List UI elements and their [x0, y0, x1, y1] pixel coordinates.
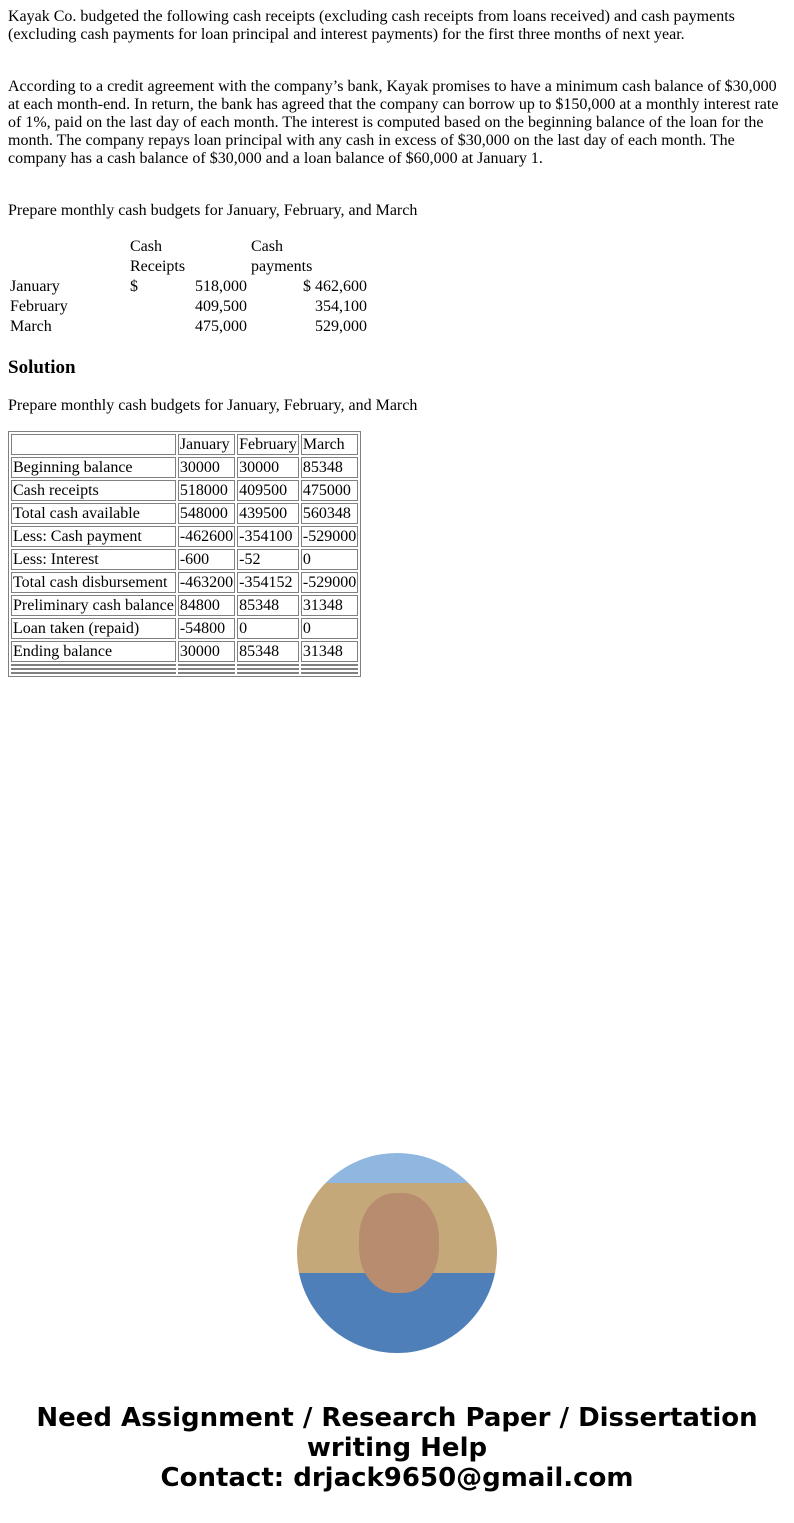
given-payments: 462,600 [315, 278, 367, 295]
cell-value: 85348 [237, 641, 299, 662]
empty-cell [237, 664, 299, 666]
cell-value: 30000 [178, 457, 235, 478]
given-receipts: 409,500 [195, 298, 247, 315]
table-row [11, 641, 358, 662]
cell-value: 30000 [237, 457, 299, 478]
table-row [11, 595, 358, 616]
cell-value: -54800 [178, 618, 235, 639]
empty-cell [178, 664, 235, 666]
empty-cell [237, 668, 299, 670]
row-label: Beginning balance [11, 457, 176, 478]
empty-cell [301, 672, 358, 674]
given-row [8, 297, 369, 317]
given-payments: 354,100 [315, 298, 367, 315]
column-header: February [239, 436, 297, 453]
given-data-table: Cash Receipts Cash payments January $ 518,000 $ 462,600 February 409,500 354,100 March 475,000 529,000 [10, 238, 367, 335]
footer-ad [0, 1403, 794, 1493]
given-month: March [10, 318, 52, 335]
column-header: March [301, 434, 358, 455]
cell-value: 0 [237, 618, 299, 639]
solution-heading: Solution [8, 357, 76, 378]
empty-cell [178, 672, 235, 674]
cell-value: 31348 [301, 595, 358, 616]
cell-value: 409500 [237, 480, 299, 501]
cell-value: -52 [237, 549, 299, 570]
payments-header: Cash [251, 238, 283, 255]
table-row [11, 572, 358, 593]
cell-value: 85348 [301, 457, 358, 478]
empty-cell [237, 672, 299, 674]
solution-instruction: Prepare monthly cash budgets for January, February, and March [8, 397, 418, 414]
row-label: Cash receipts [11, 480, 176, 501]
table-row [11, 526, 358, 547]
cell-value: 84800 [178, 595, 235, 616]
cell-value: -463200 [179, 574, 234, 591]
table-row [11, 480, 358, 501]
cell-value: 0 [301, 618, 358, 639]
empty-cell [11, 668, 176, 670]
given-cur1: $ [130, 278, 138, 295]
cell-value: -354152 [237, 572, 299, 593]
table-row [11, 503, 358, 524]
given-row [8, 277, 369, 297]
row-label: Less: Cash payment [11, 526, 176, 547]
empty-row [11, 664, 358, 666]
cash-budget-table [8, 431, 361, 677]
given-payments: 529,000 [315, 318, 367, 335]
given-cur1 [128, 297, 183, 317]
given-receipts: 475,000 [195, 318, 247, 335]
cell-value: -354100 [237, 526, 299, 547]
header-row [11, 434, 358, 455]
given-cur2 [249, 317, 313, 337]
cell-value: -529000 [302, 528, 357, 545]
footer-line-2: writing Help [306, 1433, 488, 1463]
receipts-header: Cash [130, 238, 162, 255]
given-row [8, 317, 369, 337]
empty-cell [178, 668, 235, 670]
given-cur2 [249, 297, 313, 317]
footer-line-1: Need Assignment / Research Paper / Dissertation [36, 1403, 758, 1433]
column-header: January [178, 434, 235, 455]
column-header [11, 434, 176, 455]
cell-value: -462600 [179, 528, 234, 545]
empty-cell [301, 664, 358, 666]
empty-row [11, 668, 358, 670]
cell-value: 475000 [301, 480, 358, 501]
cell-value: -600 [178, 549, 235, 570]
given-cur2: $ [303, 278, 311, 295]
empty-cell [11, 664, 176, 666]
row-label: Ending balance [11, 641, 176, 662]
given-receipts: 518,000 [195, 278, 247, 295]
given-month: January [10, 278, 60, 295]
cell-value: 30000 [178, 641, 235, 662]
instruction-text: Prepare monthly cash budgets for January, February, and March [8, 202, 418, 219]
cell-value: -529000 [302, 574, 357, 591]
footer-contact: Contact: drjack9650@gmail.com [160, 1463, 634, 1493]
cell-value: 518000 [178, 480, 235, 501]
given-cur1 [128, 317, 183, 337]
cell-value: 439500 [237, 503, 299, 524]
cell-value: 560348 [301, 503, 358, 524]
table-row [11, 457, 358, 478]
row-label: Loan taken (repaid) [11, 618, 176, 639]
empty-row [11, 672, 358, 674]
cell-value: 85348 [237, 595, 299, 616]
row-label: Total cash disbursement [11, 572, 176, 593]
row-label: Preliminary cash balance [13, 597, 174, 614]
cell-value: 548000 [178, 503, 235, 524]
empty-cell [11, 672, 176, 674]
author-photo [297, 1153, 497, 1353]
cell-value: 31348 [301, 641, 358, 662]
empty-cell [301, 668, 358, 670]
cell-value: 0 [301, 549, 358, 570]
intro-text: Kayak Co. budgeted the following cash receipts (excluding cash receipts from loans received) and cash payments (excluding cash payments for loan principal and interest payments) for the first three months of next year. [8, 8, 735, 43]
agreement-text: According to a credit agreement with the company’s bank, Kayak promises to have a minimum cash balance of $30,000 at each month-end. In return, the bank has agreed that the company can borrow up to $150,000 at a monthly interest rate of 1%, paid on the last day of each month. The interest is computed based on the beginning balance of the loan for the month. The company repays loan principal with any cash in excess of $30,000 on the last day of each month. The company has a cash balance of $30,000 and a loan balance of $60,000 at January 1. [8, 78, 779, 167]
table-row [11, 549, 358, 570]
row-label: Total cash available [11, 503, 176, 524]
given-month: February [10, 298, 68, 315]
table-row [11, 618, 358, 639]
row-label: Less: Interest [11, 549, 176, 570]
